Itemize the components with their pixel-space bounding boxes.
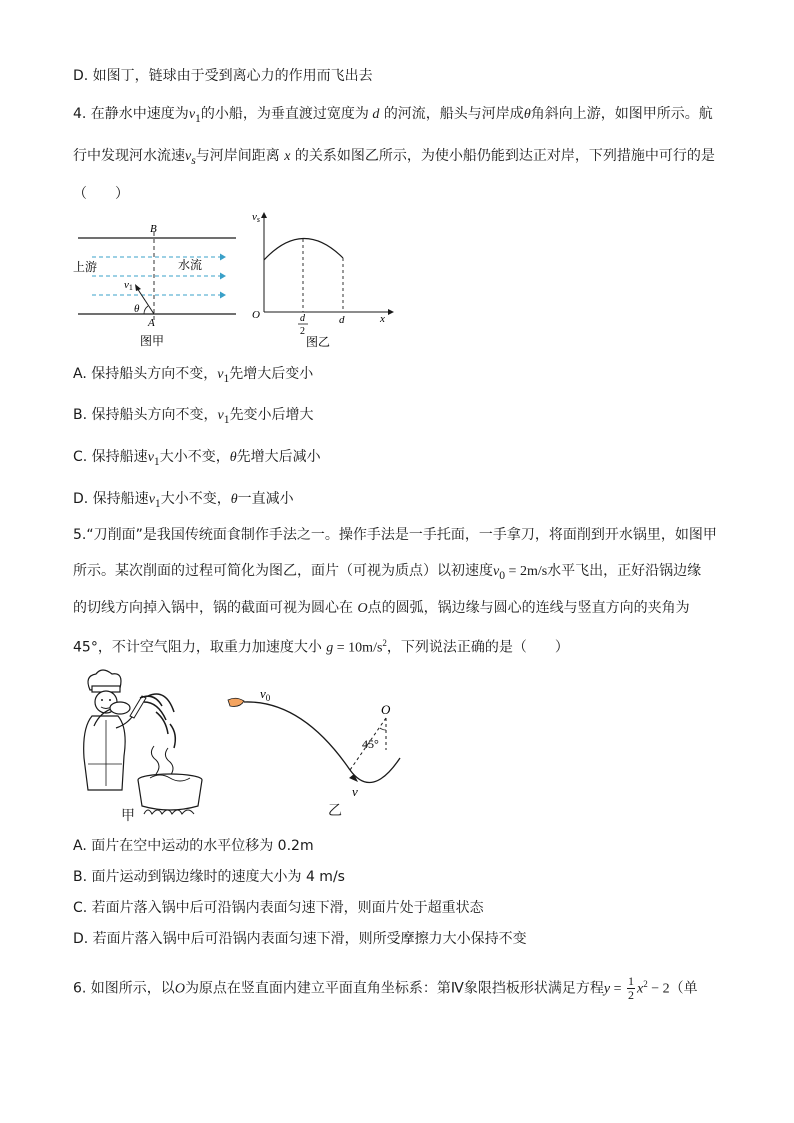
label-v: v bbox=[352, 784, 358, 799]
label-B: B bbox=[150, 223, 157, 235]
label-45-deg: 45° bbox=[362, 737, 379, 751]
q4-answer-paren: （ ） bbox=[73, 186, 129, 202]
label-origin: O bbox=[252, 309, 260, 321]
label-d-half-den: 2 bbox=[300, 326, 305, 337]
caption-jia: 图甲 bbox=[140, 334, 165, 348]
q5-stem-line4: 45°，不计空气阻力，取重力加速度大小 $g = 10m/s^2$，下列说法正确的是（ ） bbox=[73, 638, 569, 656]
q5-stem-line1: 5.“刀削面”是我国传统面食制作手法之一。操作手法是一手托面，一手拿刀，将面削到开水锅里，如图甲 bbox=[73, 527, 717, 543]
q5-option-a: A. 面片在空中运动的水平位移为 0.2m bbox=[73, 838, 314, 854]
q5-figure-yi-trajectory bbox=[222, 678, 427, 823]
q4-figure-jia bbox=[70, 218, 240, 348]
label-d: d bbox=[339, 314, 345, 326]
q5-caption-yi: 乙 bbox=[328, 803, 342, 819]
dough-piece bbox=[228, 698, 244, 706]
q3-option-d: D. 如图丁，链球由于受到离心力的作用而飞出去 bbox=[73, 68, 373, 84]
q6-stem: 6. 如图所示，以O为原点在竖直面内建立平面直角坐标系：第Ⅳ象限挡板形状满足方程y = $\frac{1}{2}$ $x^2 - 2$（单 bbox=[73, 974, 698, 1003]
q4-option-a: A. 保持船头方向不变，$v_1$先增大后变小 bbox=[73, 366, 314, 385]
label-center-O: O bbox=[381, 702, 391, 717]
q5-stem-line3: 的切线方向掉入锅中，锅的截面可视为圆心在 O点的圆弧，锅边缘与圆心的连线与竖直方向的夹角为 bbox=[73, 600, 690, 616]
q4-stem-line2: 行中发现河水流速$v_s$与河岸间距离 x 的关系如图乙所示，为使小船仍能到达正对岸，下列措施中可行的是 bbox=[73, 148, 715, 167]
q4-option-d: D. 保持船速$v_1$大小不变，θ一直减小 bbox=[73, 491, 294, 510]
q4-option-c: C. 保持船速$v_1$大小不变，θ先增大后减小 bbox=[73, 449, 321, 468]
q5-option-b: B. 面片运动到锅边缘时的速度大小为 4 m/s bbox=[73, 869, 345, 885]
q5-stem-line2: 所示。某次削面的过程可简化为图乙，面片（可视为质点）以初速度$v_0 = 2m/s$水平飞出，正好沿锅边缘 bbox=[73, 563, 702, 582]
label-upstream: 上游 bbox=[73, 260, 98, 274]
label-v0: $v_0$ bbox=[260, 686, 271, 703]
label-water-flow: 水流 bbox=[178, 258, 203, 272]
q5-option-d: D. 若面片落入锅中后可沿锅内表面匀速下滑，则所受摩擦力大小保持不变 bbox=[73, 931, 527, 947]
caption-yi: 图乙 bbox=[306, 335, 331, 349]
trajectory-curve bbox=[244, 702, 350, 770]
q5-option-c: C. 若面片落入锅中后可沿锅内表面匀速下滑，则面片处于超重状态 bbox=[73, 900, 484, 916]
label-d-half-num: d bbox=[300, 313, 305, 324]
label-A: A bbox=[148, 317, 155, 329]
fraction-one-half: $\frac{1}{2}$ bbox=[627, 974, 634, 1003]
q4-stem-line1: 4. 在静水中速度为$v_1$的小船，为垂直渡过宽度为 d 的河流，船头与河岸成θ角斜向上游，如图甲所示。航 bbox=[73, 106, 713, 125]
q5-caption-jia: 甲 bbox=[121, 808, 135, 824]
q5-figure-jia-chef bbox=[70, 668, 220, 823]
label-vs: vs bbox=[252, 211, 261, 224]
label-x: x bbox=[380, 313, 385, 325]
label-v1: v1 bbox=[124, 279, 133, 292]
q4-option-b: B. 保持船头方向不变，$v_1$先变小后增大 bbox=[73, 407, 314, 426]
label-theta: θ bbox=[134, 303, 140, 315]
pot-arc bbox=[350, 758, 400, 783]
q4-figure-yi bbox=[248, 208, 398, 350]
